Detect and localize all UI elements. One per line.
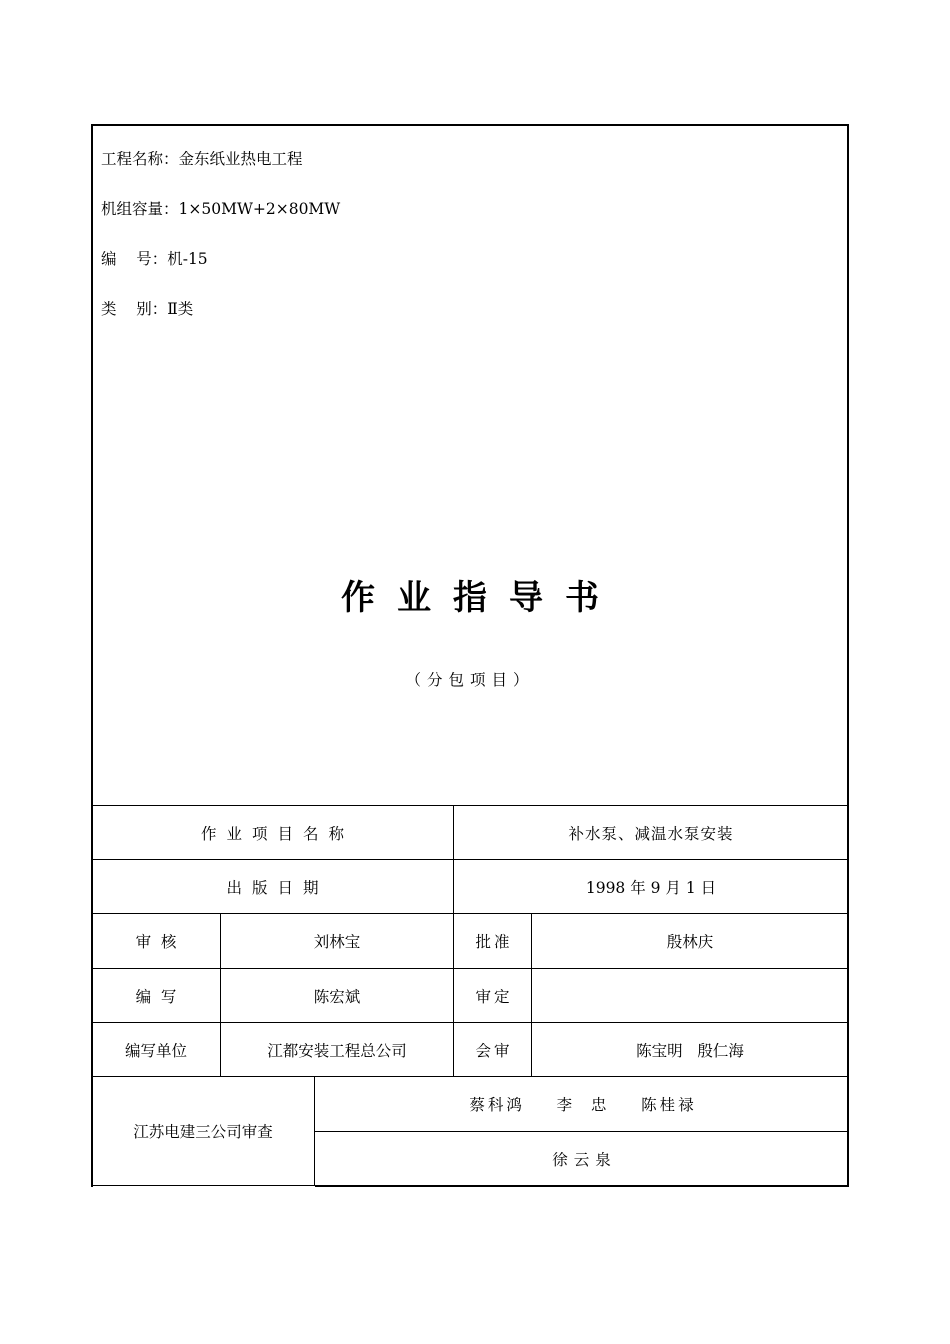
review-label: 审 核: [135, 933, 177, 951]
publish-date-value: 1998 年 9 月 1 日: [585, 878, 717, 897]
company-reviewers-primary: 蔡科鸿 李 忠 陈桂禄: [469, 1096, 697, 1114]
table-bottom-border: [315, 1185, 849, 1187]
author-unit-value: 江都安装工程总公司: [267, 1041, 407, 1060]
serial-number: 编 号：机-15: [101, 250, 208, 268]
verify-value: [532, 969, 848, 1022]
author-unit-label: 编写单位: [124, 1041, 187, 1060]
category: 类 别：Ⅱ类: [101, 300, 194, 318]
author-label: 编 写: [135, 987, 177, 1006]
approve-value: 殷林庆: [666, 933, 714, 951]
work-item-label: 作业项目名称: [200, 824, 354, 843]
work-item-value: 补水泵、减温水泵安装: [568, 824, 734, 843]
author-value: 陈宏斌: [313, 987, 361, 1006]
review-value: 刘林宝: [313, 933, 361, 951]
table-bottom-border-left: [91, 1185, 316, 1186]
document-subtitle: （分包项目）: [405, 671, 535, 689]
verify-label: 审定: [475, 987, 513, 1006]
publish-date-label: 出版日期: [226, 878, 329, 897]
unit-capacity: 机组容量：1×50MW+2×80MW: [101, 200, 341, 218]
document-title: 作业指导书: [341, 578, 621, 618]
co-review-label: 会审: [475, 1041, 513, 1060]
approve-label: 批准: [475, 933, 513, 951]
project-name: 工程名称：金东纸业热电工程: [101, 150, 303, 168]
company-review-label: 江苏电建三公司审查: [133, 1123, 273, 1141]
co-review-value: 陈宝明 殷仁海: [636, 1041, 744, 1060]
company-reviewers-secondary: 徐云泉: [552, 1150, 617, 1169]
